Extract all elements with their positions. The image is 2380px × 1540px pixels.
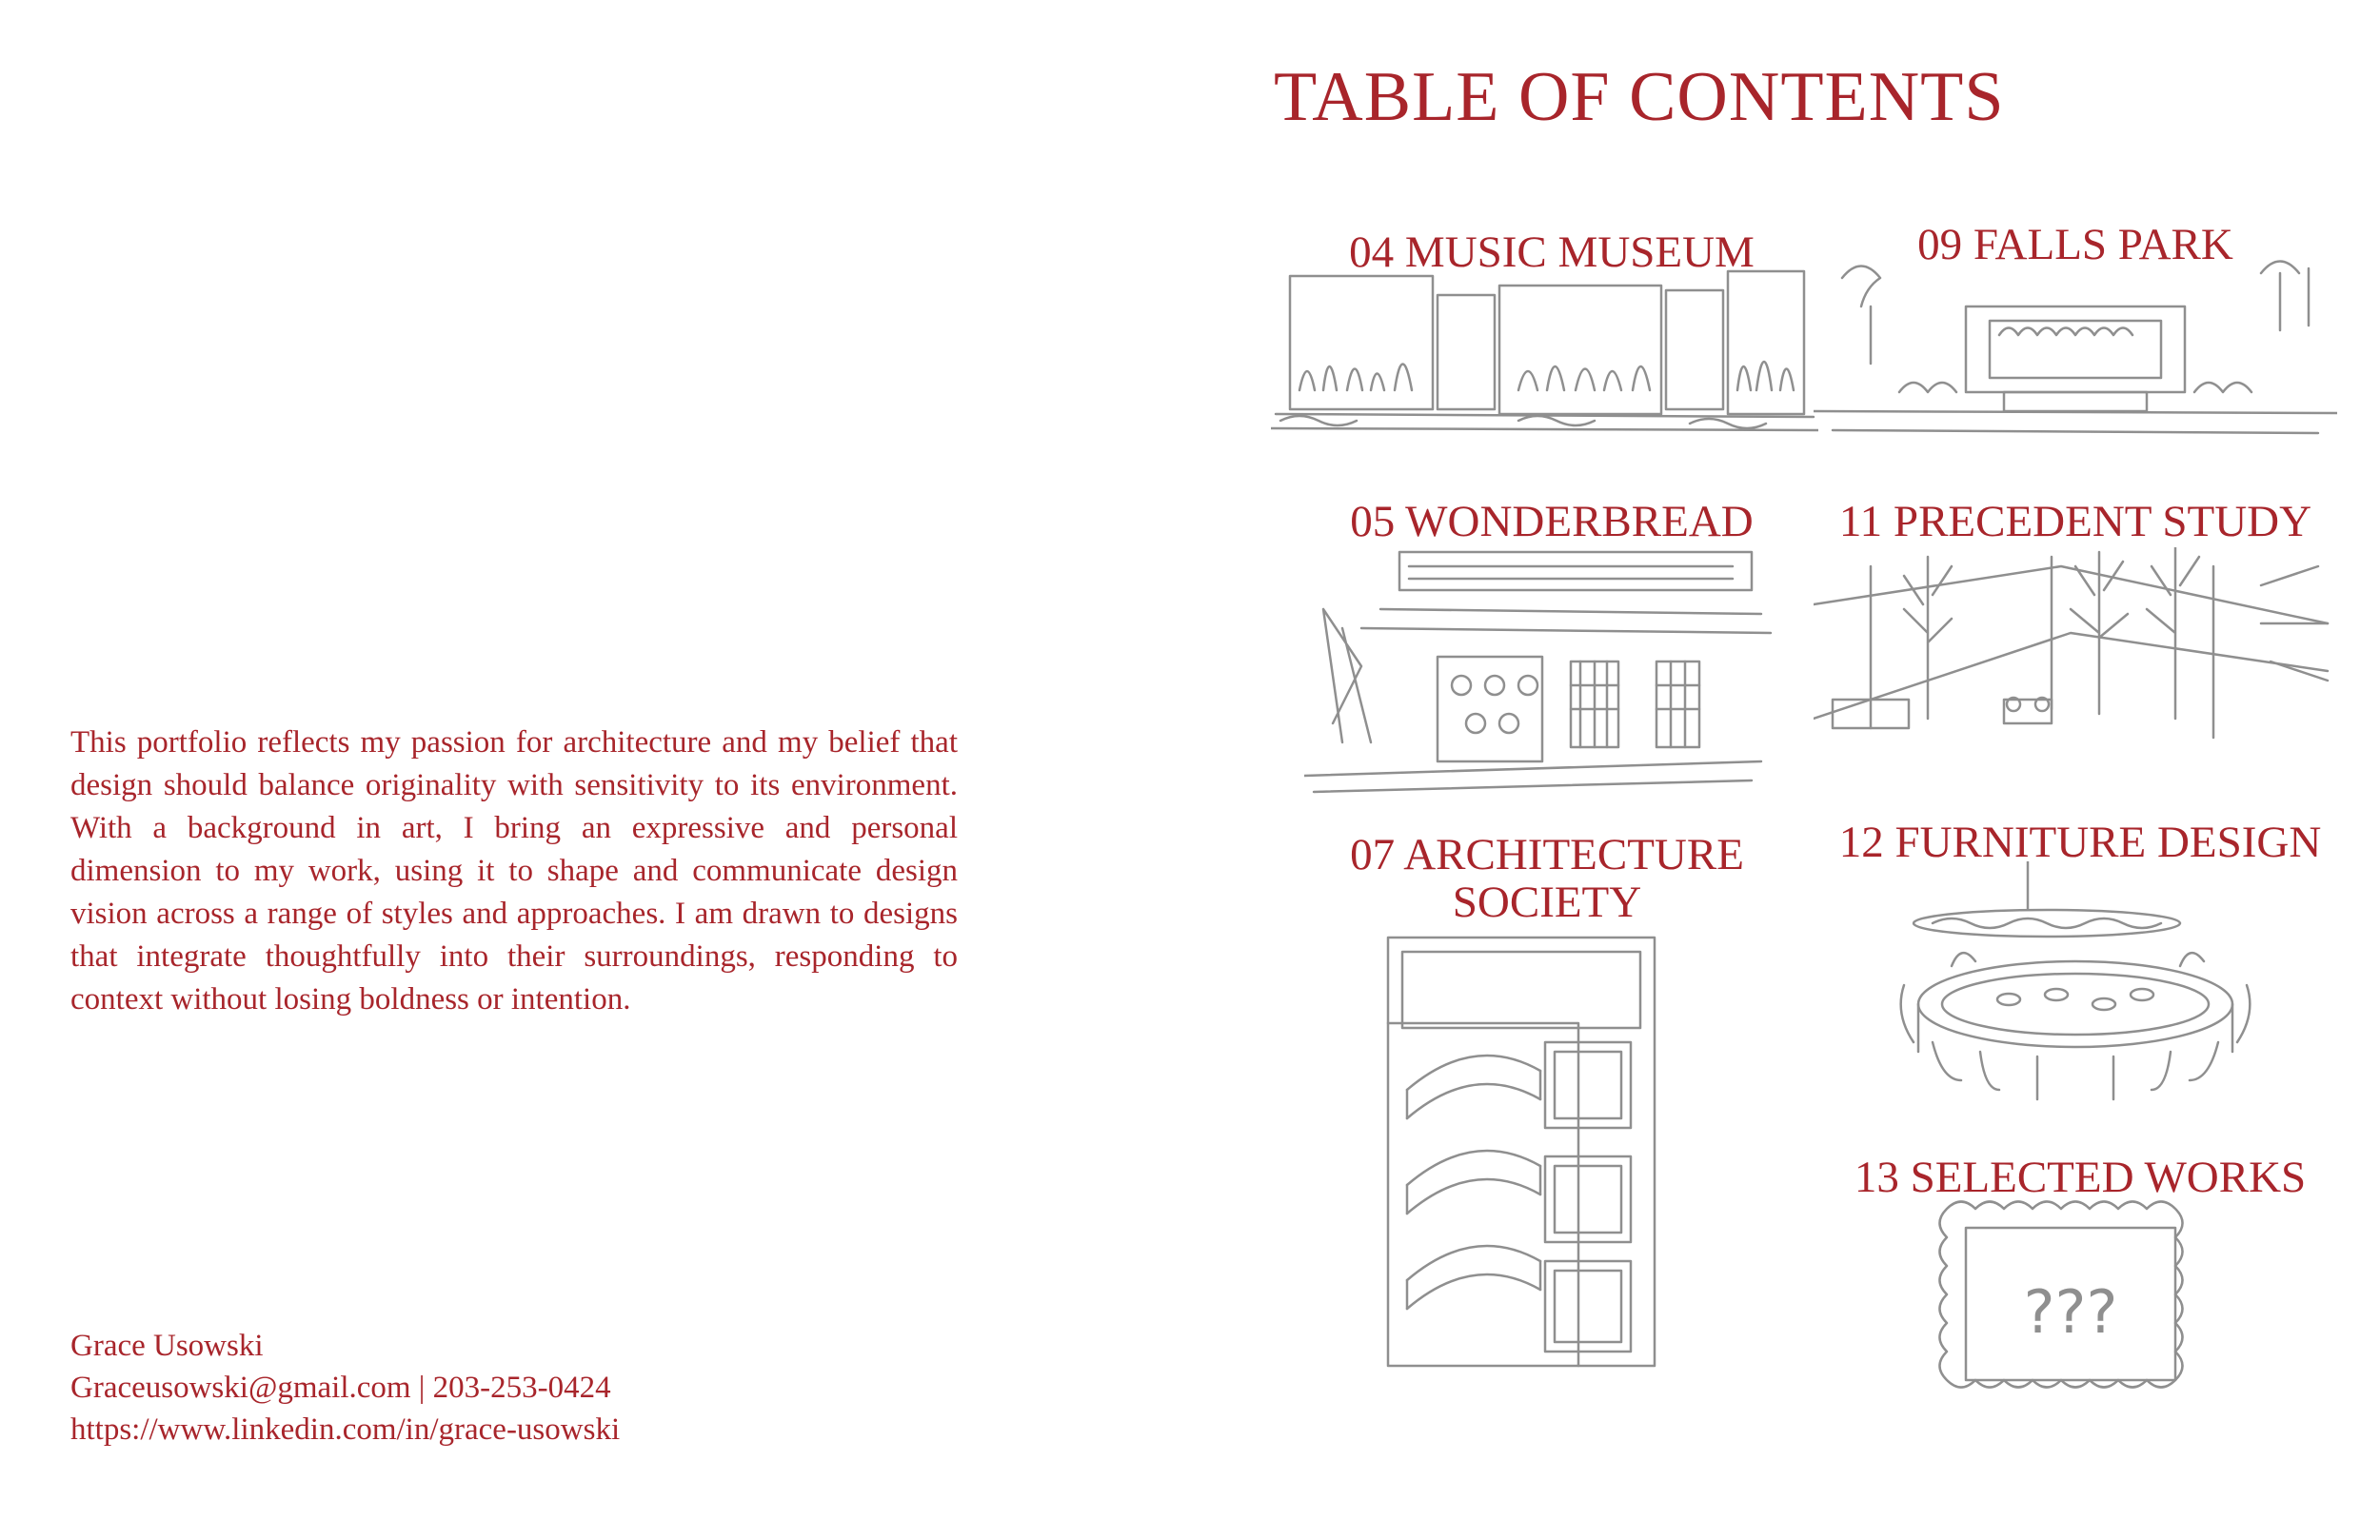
architecture-society-title-line2: SOCIETY bbox=[1452, 878, 1642, 927]
toc-entry-architecture-society-title[interactable] bbox=[1271, 831, 1823, 926]
falls-park-sketch bbox=[1814, 249, 2337, 444]
contact-email-phone[interactable]: Graceusowski@gmail.com | 203-253-0424 bbox=[70, 1371, 611, 1405]
toc-title: TABLE OF CONTENTS bbox=[1274, 58, 2005, 136]
architecture-society-title-line1: 07 ARCHITECTURE bbox=[1350, 830, 1744, 879]
contact-block bbox=[70, 1325, 927, 1451]
toc-entry-falls-park-title[interactable]: 09 FALLS PARK bbox=[1917, 220, 2233, 269]
toc-entry-wonderbread-title[interactable]: 05 WONDERBREAD bbox=[1350, 497, 1754, 546]
contact-linkedin[interactable]: https://www.linkedin.com/in/grace-usowski bbox=[70, 1412, 621, 1447]
selected-works-sketch bbox=[1928, 1190, 2213, 1418]
toc-entry-music-museum-title[interactable]: 04 MUSIC MUSEUM bbox=[1349, 227, 1755, 277]
contact-name: Grace Usowski bbox=[70, 1329, 264, 1363]
architecture-society-sketch bbox=[1378, 928, 1678, 1375]
wonderbread-sketch bbox=[1304, 543, 1780, 800]
intro-paragraph: This portfolio reflects my passion for architecture and my belief that design should balance originality with sensitivity to its environment. With a background in art, I bring an expressive and personal dimension to my work, using it to shape and communicate design vision across a range of styles and approaches. I am drawn to designs that integrate thoughtfully into their surroundings, responding to context without losing boldness or intention. bbox=[70, 725, 958, 1017]
toc-entry-furniture-design-title[interactable]: 12 FURNITURE DESIGN bbox=[1838, 818, 2322, 867]
selected-works-sketch-text: ??? bbox=[2023, 1277, 2118, 1347]
toc-entry-precedent-study-title[interactable]: 11 PRECEDENT STUDY bbox=[1838, 497, 2312, 546]
toc-entry-selected-works-title[interactable]: 13 SELECTED WORKS bbox=[1854, 1153, 2307, 1202]
precedent-study-sketch bbox=[1814, 547, 2332, 757]
furniture-design-sketch bbox=[1894, 861, 2261, 1109]
music-museum-sketch bbox=[1271, 257, 1818, 447]
